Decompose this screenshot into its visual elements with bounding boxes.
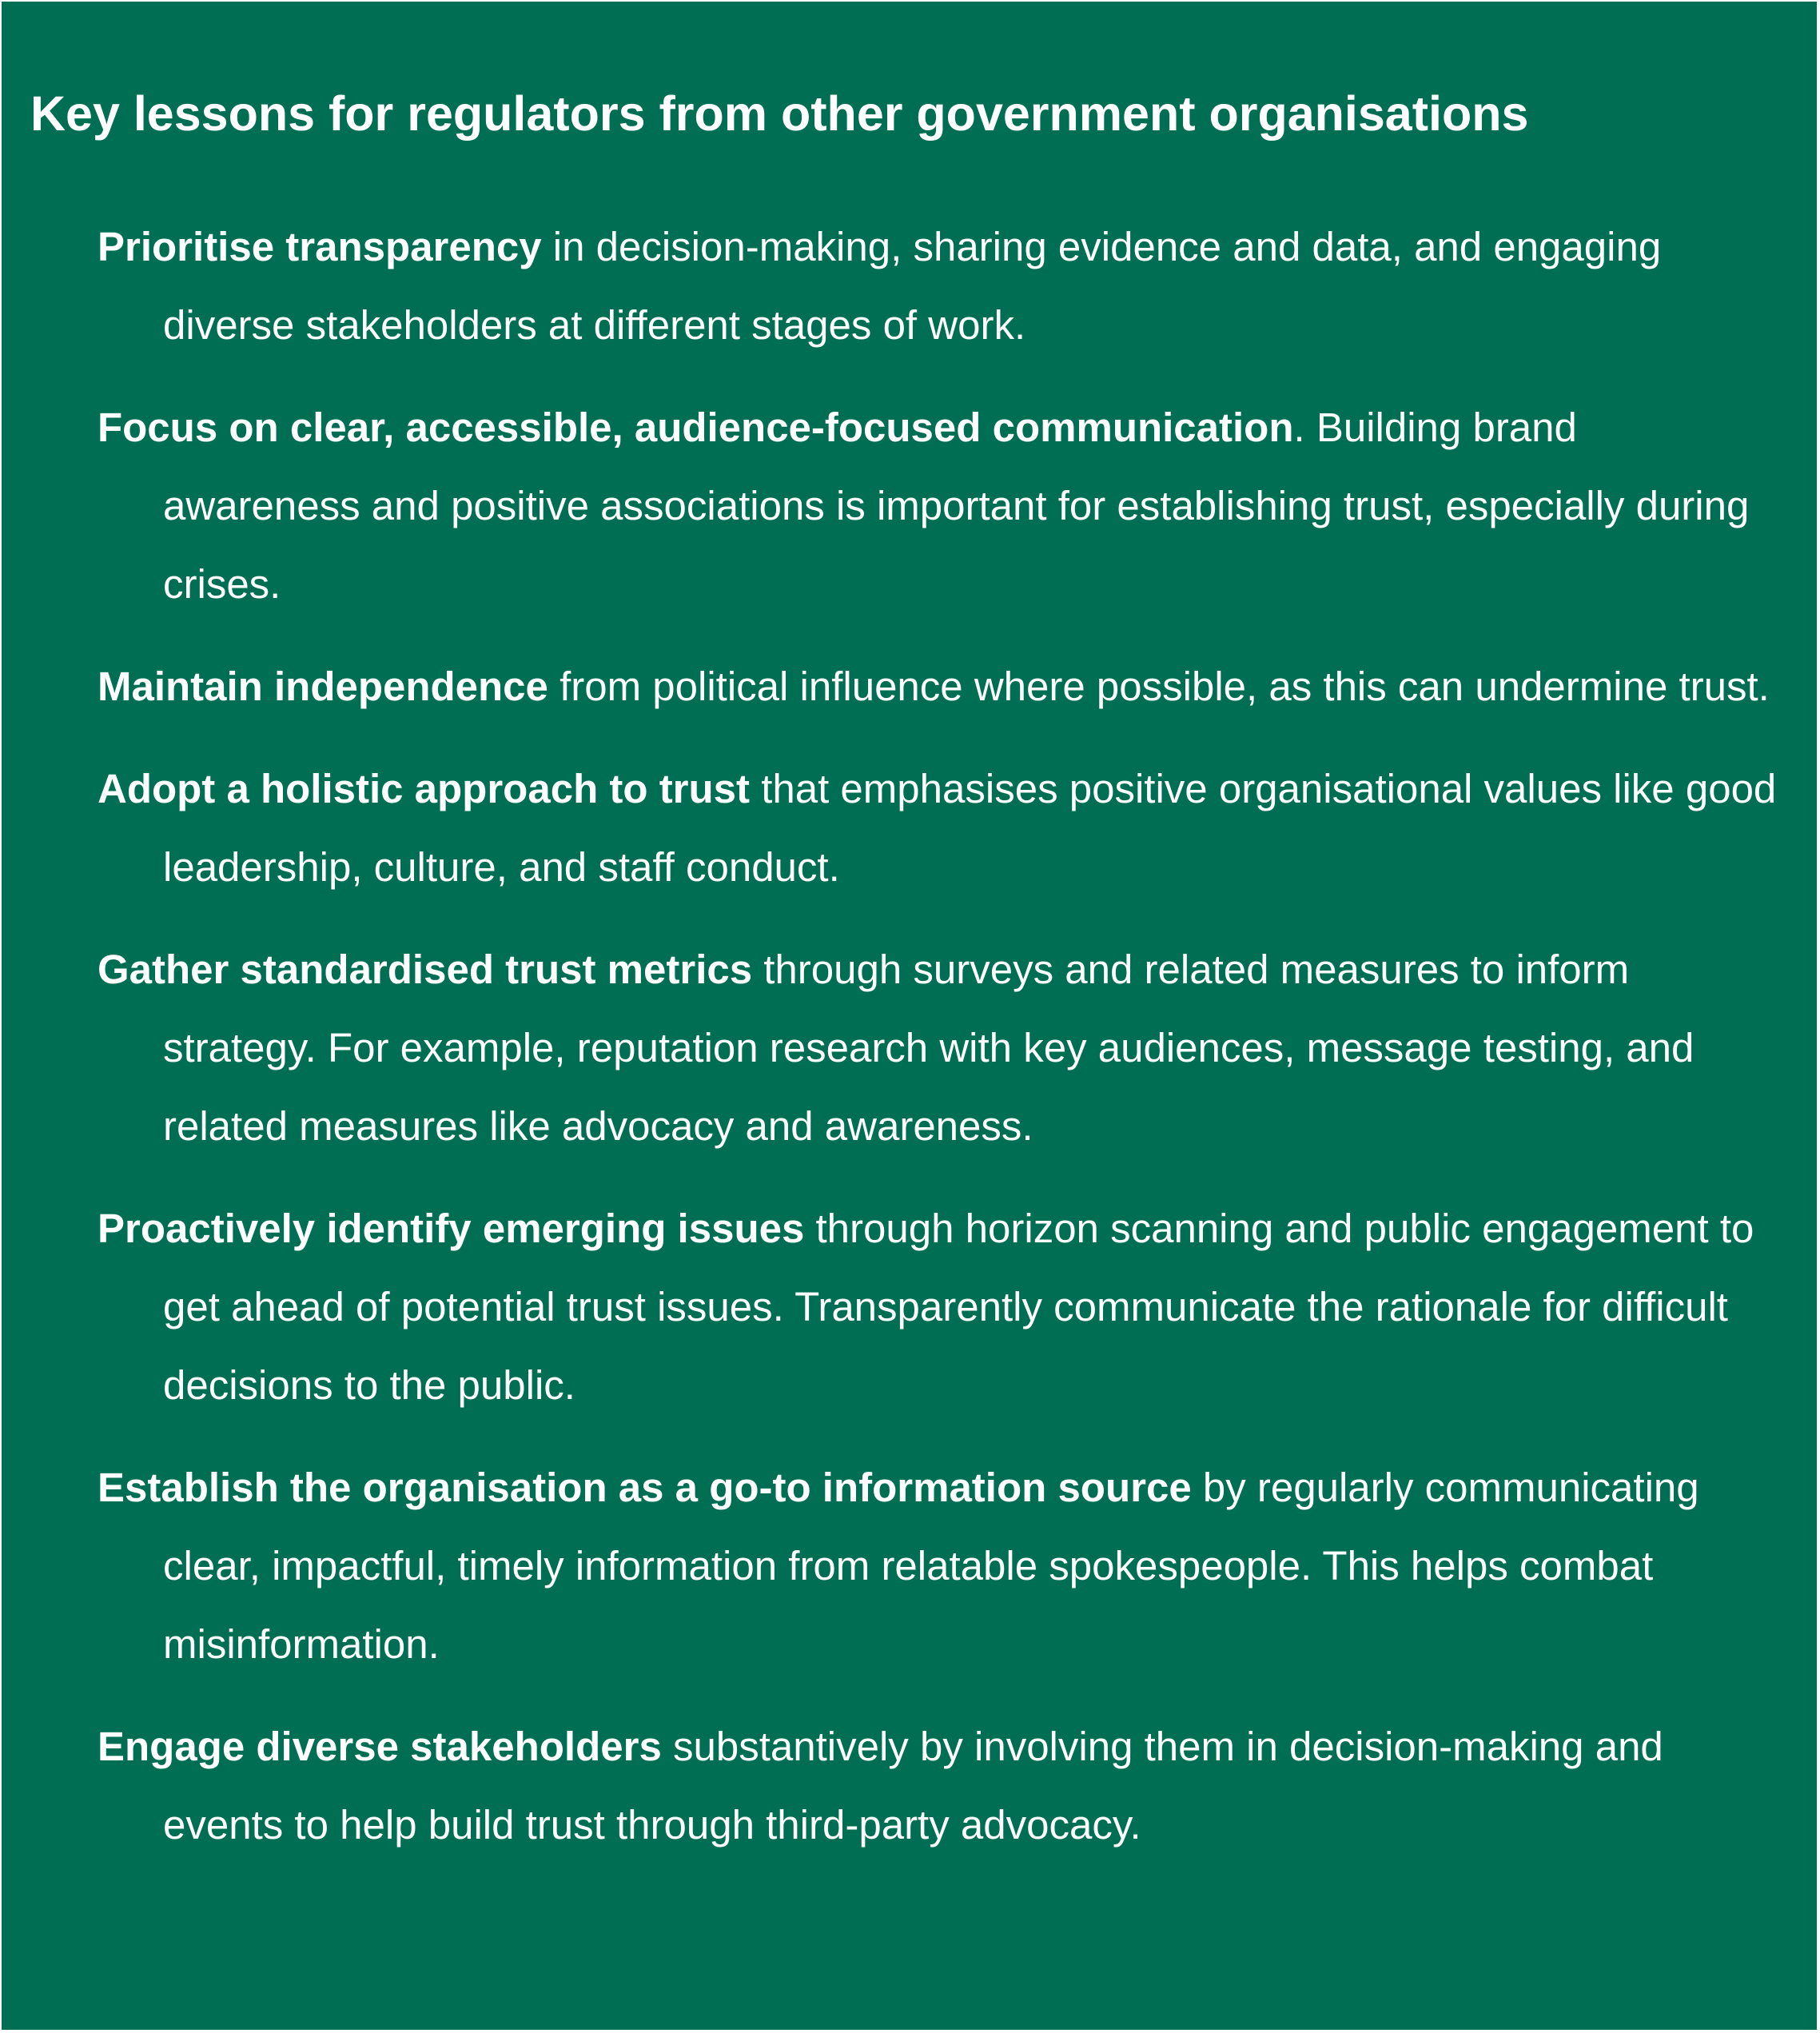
- lesson-body: in decision-making, sharing evidence and data, and engaging diverse stakeholders at different stages of work.: [163, 224, 1662, 348]
- lesson-body: substantively by involving them in decision-making and events to help build trust through third-party advocacy.: [163, 1724, 1663, 1848]
- lesson-item-independence: [98, 648, 1784, 726]
- lesson-item-information-source: [98, 1449, 1784, 1684]
- key-lessons-panel: [2, 2, 1817, 2030]
- lesson-heading: Proactively identify emerging issues: [98, 1206, 805, 1251]
- lesson-item-emerging-issues: [98, 1190, 1784, 1425]
- lesson-heading: Establish the organisation as a go-to information source: [98, 1465, 1192, 1510]
- lessons-list: [98, 208, 1784, 1888]
- lesson-body: by regularly communicating clear, impactful, timely information from relatable spokespeople. This helps combat misinformation.: [163, 1465, 1699, 1667]
- lesson-item-holistic-approach: [98, 750, 1784, 907]
- lesson-item-transparency: [98, 208, 1784, 365]
- lesson-body: through surveys and related measures to inform strategy. For example, reputation research with key audiences, message testing, and related measures like advocacy and awareness.: [163, 947, 1695, 1149]
- lesson-item-communication: [98, 389, 1784, 624]
- lesson-body: from political influence where possible, as this can undermine trust.: [548, 664, 1770, 709]
- lesson-heading: Prioritise transparency: [98, 224, 542, 269]
- lesson-body: . Building brand awareness and positive associations is important for establishing trust, especially during crises.: [163, 405, 1750, 607]
- lesson-heading: Gather standardised trust metrics: [98, 947, 753, 992]
- lesson-item-stakeholders: [98, 1708, 1784, 1864]
- lesson-body: that emphasises positive organisational values like good leadership, culture, and staff conduct.: [163, 766, 1777, 890]
- lesson-heading: Maintain independence: [98, 664, 548, 709]
- lesson-heading: Focus on clear, accessible, audience-focused communication: [98, 405, 1294, 450]
- panel-title: Key lessons for regulators from other government organisations: [30, 86, 1529, 141]
- lesson-heading: Engage diverse stakeholders: [98, 1724, 662, 1769]
- lesson-item-trust-metrics: [98, 931, 1784, 1166]
- lesson-body: through horizon scanning and public engagement to get ahead of potential trust issues. Transparently communicate the rationale for difficult decisions to the public.: [163, 1206, 1754, 1408]
- lesson-heading: Adopt a holistic approach to trust: [98, 766, 751, 811]
